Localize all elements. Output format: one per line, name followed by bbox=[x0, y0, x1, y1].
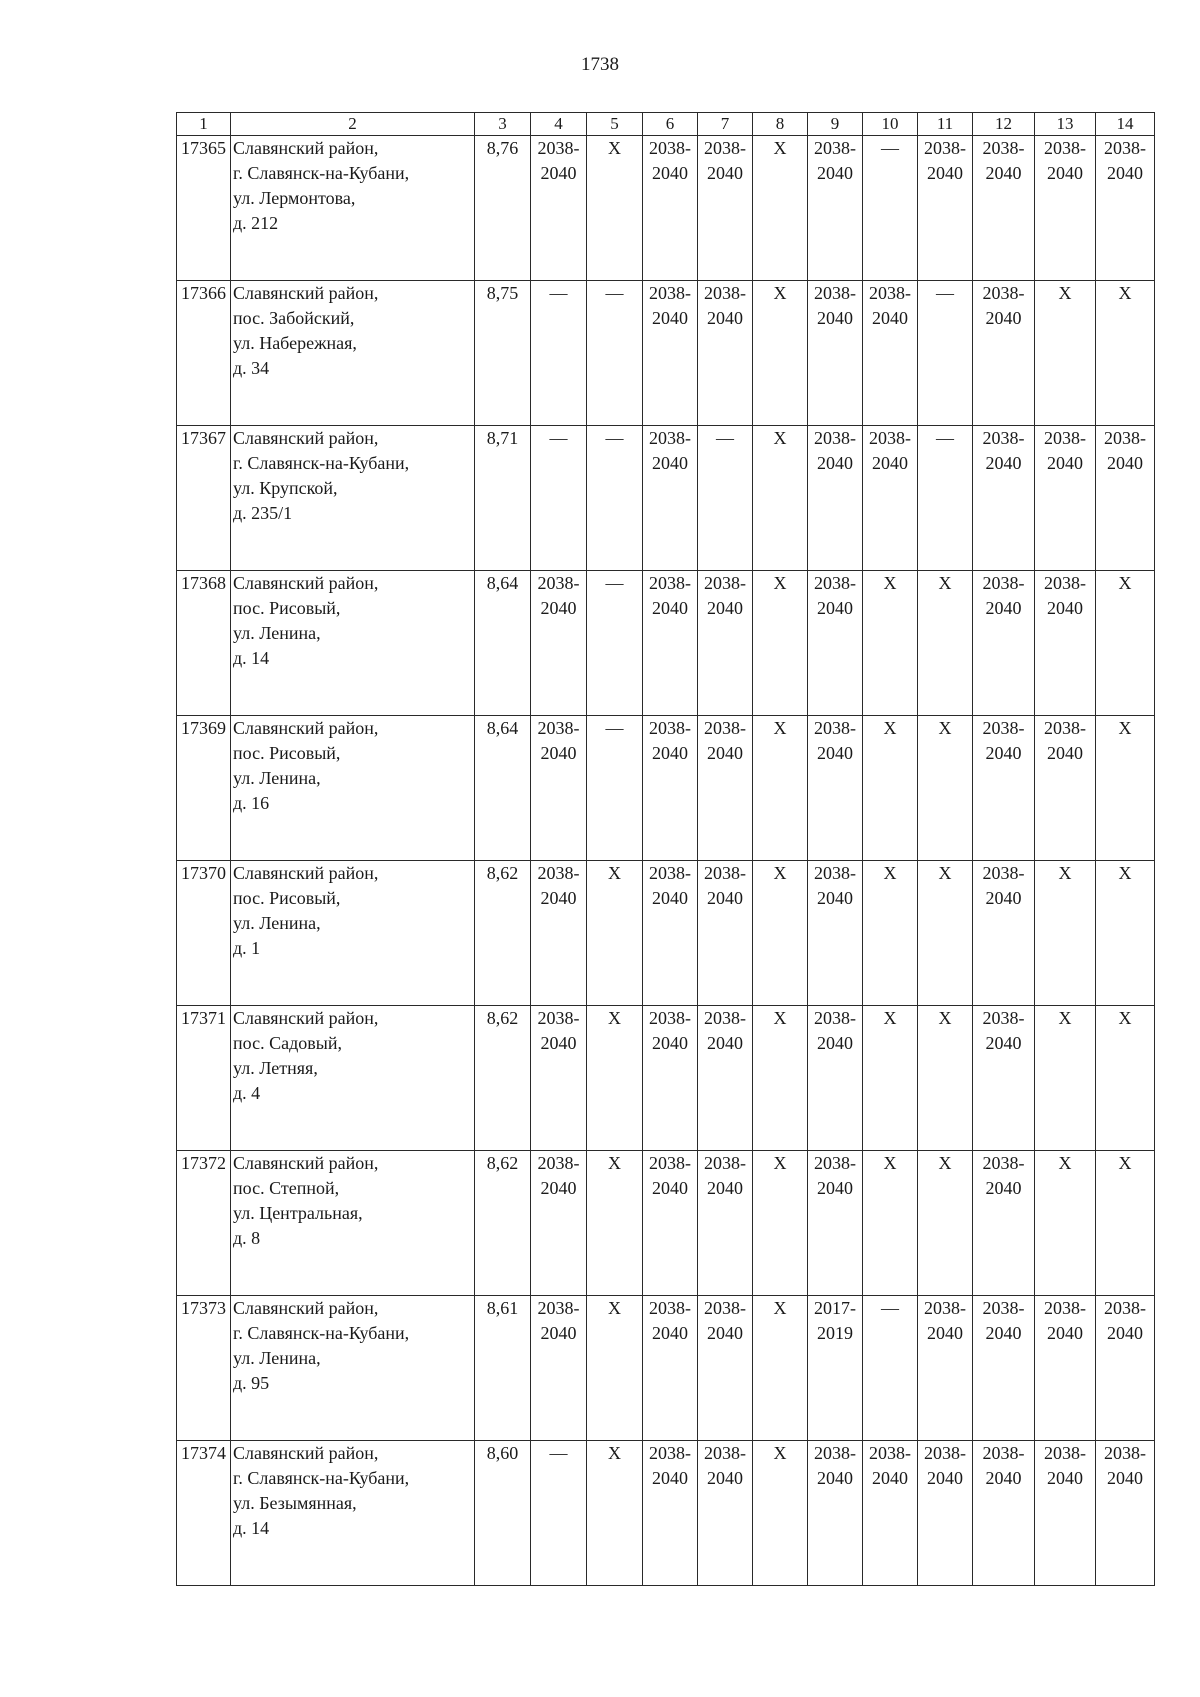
column-header-14: 14 bbox=[1096, 113, 1155, 136]
address-line: г. Славянск-на-Кубани, bbox=[233, 453, 410, 473]
value-cell-col-3: 8,64 bbox=[475, 571, 531, 716]
value-cell-col-11: X bbox=[918, 1006, 973, 1151]
address-line: д. 4 bbox=[233, 1083, 261, 1103]
value-cell-col-12: 2038- 2040 bbox=[973, 281, 1035, 426]
address-line: г. Славянск-на-Кубани, bbox=[233, 1323, 410, 1343]
value-cell-col-6: 2038- 2040 bbox=[643, 1441, 698, 1586]
value-cell-col-10: X bbox=[863, 716, 918, 861]
value-cell-col-7: 2038- 2040 bbox=[698, 1151, 753, 1296]
value-cell-col-9: 2038- 2040 bbox=[808, 571, 863, 716]
address-line: Славянский район, bbox=[233, 138, 379, 158]
column-header-11: 11 bbox=[918, 113, 973, 136]
value-cell-col-9: 2038- 2040 bbox=[808, 861, 863, 1006]
address-cell bbox=[231, 1006, 475, 1151]
column-header-7: 7 bbox=[698, 113, 753, 136]
value-cell-col-8: X bbox=[753, 1151, 808, 1296]
value-cell-col-13: 2038- 2040 bbox=[1035, 136, 1096, 281]
table-row bbox=[177, 1296, 1155, 1441]
column-header-12: 12 bbox=[973, 113, 1035, 136]
value-cell-col-3: 8,76 bbox=[475, 136, 531, 281]
value-cell-col-12: 2038- 2040 bbox=[973, 716, 1035, 861]
table-row bbox=[177, 136, 1155, 281]
value-cell-col-4: — bbox=[531, 1441, 587, 1586]
address-line: ул. Ленина, bbox=[233, 768, 321, 788]
column-header-2: 2 bbox=[231, 113, 475, 136]
value-cell-col-8: X bbox=[753, 1006, 808, 1151]
address-line: ул. Летняя, bbox=[233, 1058, 318, 1078]
address-line: ул. Набережная, bbox=[233, 333, 357, 353]
value-cell-col-13: X bbox=[1035, 861, 1096, 1006]
value-cell-col-3: 8,61 bbox=[475, 1296, 531, 1441]
header-row bbox=[177, 113, 1155, 136]
value-cell-col-4: 2038- 2040 bbox=[531, 571, 587, 716]
value-cell-col-6: 2038- 2040 bbox=[643, 716, 698, 861]
value-cell-col-4: 2038- 2040 bbox=[531, 1151, 587, 1296]
address-line: пос. Степной, bbox=[233, 1178, 340, 1198]
address-line: пос. Забойский, bbox=[233, 308, 355, 328]
value-cell-col-3: 8,75 bbox=[475, 281, 531, 426]
value-cell-col-8: X bbox=[753, 426, 808, 571]
column-header-3: 3 bbox=[475, 113, 531, 136]
table-row bbox=[177, 1441, 1155, 1586]
value-cell-col-3: 8,64 bbox=[475, 716, 531, 861]
value-cell-col-11: X bbox=[918, 571, 973, 716]
value-cell-col-13: 2038- 2040 bbox=[1035, 1441, 1096, 1586]
address-line: пос. Рисовый, bbox=[233, 888, 341, 908]
value-cell-col-9: 2038- 2040 bbox=[808, 1441, 863, 1586]
row-number: 17370 bbox=[177, 861, 231, 1006]
value-cell-col-7: 2038- 2040 bbox=[698, 136, 753, 281]
column-header-10: 10 bbox=[863, 113, 918, 136]
row-number: 17365 bbox=[177, 136, 231, 281]
address-line: ул. Ленина, bbox=[233, 623, 321, 643]
address-line: ул. Безымянная, bbox=[233, 1493, 357, 1513]
address-line: г. Славянск-на-Кубани, bbox=[233, 163, 410, 183]
value-cell-col-4: — bbox=[531, 281, 587, 426]
address-line: ул. Лермонтова, bbox=[233, 188, 356, 208]
value-cell-col-7: 2038- 2040 bbox=[698, 861, 753, 1006]
value-cell-col-4: — bbox=[531, 426, 587, 571]
value-cell-col-14: X bbox=[1096, 1006, 1155, 1151]
value-cell-col-7: 2038- 2040 bbox=[698, 1296, 753, 1441]
value-cell-col-11: X bbox=[918, 1151, 973, 1296]
address-line: д. 14 bbox=[233, 1518, 270, 1538]
value-cell-col-8: X bbox=[753, 281, 808, 426]
value-cell-col-13: X bbox=[1035, 1151, 1096, 1296]
value-cell-col-7: — bbox=[698, 426, 753, 571]
value-cell-col-12: 2038- 2040 bbox=[973, 1296, 1035, 1441]
address-line: Славянский район, bbox=[233, 283, 379, 303]
value-cell-col-5: X bbox=[587, 861, 643, 1006]
address-line: пос. Рисовый, bbox=[233, 598, 341, 618]
value-cell-col-9: 2038- 2040 bbox=[808, 136, 863, 281]
address-cell bbox=[231, 281, 475, 426]
value-cell-col-10: X bbox=[863, 1006, 918, 1151]
value-cell-col-14: X bbox=[1096, 716, 1155, 861]
value-cell-col-13: 2038- 2040 bbox=[1035, 426, 1096, 571]
table-row bbox=[177, 861, 1155, 1006]
value-cell-col-3: 8,62 bbox=[475, 1006, 531, 1151]
value-cell-col-10: 2038- 2040 bbox=[863, 426, 918, 571]
address-line: ул. Крупской, bbox=[233, 478, 338, 498]
address-line: д. 235/1 bbox=[233, 503, 293, 523]
address-line: Славянский район, bbox=[233, 1298, 379, 1318]
address-cell bbox=[231, 426, 475, 571]
value-cell-col-14: X bbox=[1096, 571, 1155, 716]
address-line: Славянский район, bbox=[233, 863, 379, 883]
row-number: 17372 bbox=[177, 1151, 231, 1296]
address-line: д. 1 bbox=[233, 938, 261, 958]
value-cell-col-14: 2038- 2040 bbox=[1096, 1441, 1155, 1586]
row-number: 17366 bbox=[177, 281, 231, 426]
address-line: Славянский район, bbox=[233, 1008, 379, 1028]
value-cell-col-12: 2038- 2040 bbox=[973, 426, 1035, 571]
row-number: 17373 bbox=[177, 1296, 231, 1441]
value-cell-col-6: 2038- 2040 bbox=[643, 1296, 698, 1441]
value-cell-col-3: 8,62 bbox=[475, 1151, 531, 1296]
value-cell-col-14: X bbox=[1096, 861, 1155, 1006]
value-cell-col-5: — bbox=[587, 426, 643, 571]
value-cell-col-6: 2038- 2040 bbox=[643, 426, 698, 571]
value-cell-col-12: 2038- 2040 bbox=[973, 1441, 1035, 1586]
row-number: 17371 bbox=[177, 1006, 231, 1151]
value-cell-col-5: X bbox=[587, 1006, 643, 1151]
address-line: Славянский район, bbox=[233, 718, 379, 738]
value-cell-col-12: 2038- 2040 bbox=[973, 571, 1035, 716]
address-cell bbox=[231, 1441, 475, 1586]
table-header bbox=[177, 113, 1155, 136]
value-cell-col-14: 2038- 2040 bbox=[1096, 426, 1155, 571]
value-cell-col-11: — bbox=[918, 281, 973, 426]
value-cell-col-6: 2038- 2040 bbox=[643, 571, 698, 716]
value-cell-col-11: 2038- 2040 bbox=[918, 1441, 973, 1586]
address-line: д. 8 bbox=[233, 1228, 261, 1248]
value-cell-col-4: 2038- 2040 bbox=[531, 136, 587, 281]
value-cell-col-7: 2038- 2040 bbox=[698, 1441, 753, 1586]
table-row bbox=[177, 281, 1155, 426]
column-header-13: 13 bbox=[1035, 113, 1096, 136]
table-body bbox=[177, 136, 1155, 1586]
value-cell-col-5: X bbox=[587, 136, 643, 281]
address-cell bbox=[231, 861, 475, 1006]
value-cell-col-10: X bbox=[863, 571, 918, 716]
value-cell-col-14: 2038- 2040 bbox=[1096, 136, 1155, 281]
address-cell bbox=[231, 716, 475, 861]
value-cell-col-11: — bbox=[918, 426, 973, 571]
value-cell-col-8: X bbox=[753, 1441, 808, 1586]
row-number: 17367 bbox=[177, 426, 231, 571]
value-cell-col-11: X bbox=[918, 861, 973, 1006]
value-cell-col-10: — bbox=[863, 1296, 918, 1441]
value-cell-col-11: 2038- 2040 bbox=[918, 136, 973, 281]
address-line: Славянский район, bbox=[233, 1153, 379, 1173]
column-header-9: 9 bbox=[808, 113, 863, 136]
table-row bbox=[177, 716, 1155, 861]
value-cell-col-8: X bbox=[753, 571, 808, 716]
value-cell-col-10: X bbox=[863, 861, 918, 1006]
value-cell-col-12: 2038- 2040 bbox=[973, 136, 1035, 281]
value-cell-col-10: X bbox=[863, 1151, 918, 1296]
address-line: д. 212 bbox=[233, 213, 279, 233]
value-cell-col-7: 2038- 2040 bbox=[698, 716, 753, 861]
value-cell-col-8: X bbox=[753, 136, 808, 281]
value-cell-col-14: X bbox=[1096, 281, 1155, 426]
address-line: д. 16 bbox=[233, 793, 270, 813]
value-cell-col-6: 2038- 2040 bbox=[643, 136, 698, 281]
value-cell-col-8: X bbox=[753, 1296, 808, 1441]
value-cell-col-4: 2038- 2040 bbox=[531, 1296, 587, 1441]
table-row bbox=[177, 1006, 1155, 1151]
address-line: Славянский район, bbox=[233, 1443, 379, 1463]
address-cell bbox=[231, 136, 475, 281]
value-cell-col-9: 2038- 2040 bbox=[808, 716, 863, 861]
table-row bbox=[177, 571, 1155, 716]
value-cell-col-6: 2038- 2040 bbox=[643, 1006, 698, 1151]
value-cell-col-14: X bbox=[1096, 1151, 1155, 1296]
address-line: ул. Центральная, bbox=[233, 1203, 363, 1223]
value-cell-col-7: 2038- 2040 bbox=[698, 1006, 753, 1151]
value-cell-col-5: — bbox=[587, 281, 643, 426]
value-cell-col-9: 2038- 2040 bbox=[808, 281, 863, 426]
value-cell-col-4: 2038- 2040 bbox=[531, 716, 587, 861]
address-line: Славянский район, bbox=[233, 428, 379, 448]
value-cell-col-13: X bbox=[1035, 281, 1096, 426]
value-cell-col-6: 2038- 2040 bbox=[643, 1151, 698, 1296]
table-row bbox=[177, 426, 1155, 571]
address-line: д. 14 bbox=[233, 648, 270, 668]
value-cell-col-7: 2038- 2040 bbox=[698, 281, 753, 426]
value-cell-col-10: — bbox=[863, 136, 918, 281]
value-cell-col-13: 2038- 2040 bbox=[1035, 1296, 1096, 1441]
value-cell-col-11: X bbox=[918, 716, 973, 861]
value-cell-col-5: X bbox=[587, 1441, 643, 1586]
row-number: 17374 bbox=[177, 1441, 231, 1586]
value-cell-col-8: X bbox=[753, 861, 808, 1006]
column-header-5: 5 bbox=[587, 113, 643, 136]
value-cell-col-6: 2038- 2040 bbox=[643, 861, 698, 1006]
value-cell-col-9: 2038- 2040 bbox=[808, 1006, 863, 1151]
value-cell-col-5: X bbox=[587, 1296, 643, 1441]
address-line: ул. Ленина, bbox=[233, 913, 321, 933]
address-line: пос. Садовый, bbox=[233, 1033, 342, 1053]
value-cell-col-12: 2038- 2040 bbox=[973, 861, 1035, 1006]
value-cell-col-4: 2038- 2040 bbox=[531, 1006, 587, 1151]
table-row bbox=[177, 1151, 1155, 1296]
address-cell bbox=[231, 1151, 475, 1296]
address-cell bbox=[231, 1296, 475, 1441]
row-number: 17369 bbox=[177, 716, 231, 861]
address-line: д. 34 bbox=[233, 358, 270, 378]
value-cell-col-13: 2038- 2040 bbox=[1035, 716, 1096, 861]
value-cell-col-5: — bbox=[587, 716, 643, 861]
column-header-1: 1 bbox=[177, 113, 231, 136]
value-cell-col-13: X bbox=[1035, 1006, 1096, 1151]
value-cell-col-3: 8,60 bbox=[475, 1441, 531, 1586]
value-cell-col-4: 2038- 2040 bbox=[531, 861, 587, 1006]
value-cell-col-11: 2038- 2040 bbox=[918, 1296, 973, 1441]
address-line: Славянский район, bbox=[233, 573, 379, 593]
column-header-8: 8 bbox=[753, 113, 808, 136]
address-line: г. Славянск-на-Кубани, bbox=[233, 1468, 410, 1488]
address-line: пос. Рисовый, bbox=[233, 743, 341, 763]
column-header-4: 4 bbox=[531, 113, 587, 136]
address-cell bbox=[231, 571, 475, 716]
value-cell-col-3: 8,62 bbox=[475, 861, 531, 1006]
value-cell-col-9: 2017- 2019 bbox=[808, 1296, 863, 1441]
value-cell-col-10: 2038- 2040 bbox=[863, 281, 918, 426]
address-line: ул. Ленина, bbox=[233, 1348, 321, 1368]
value-cell-col-12: 2038- 2040 bbox=[973, 1006, 1035, 1151]
value-cell-col-8: X bbox=[753, 716, 808, 861]
value-cell-col-14: 2038- 2040 bbox=[1096, 1296, 1155, 1441]
value-cell-col-7: 2038- 2040 bbox=[698, 571, 753, 716]
value-cell-col-13: 2038- 2040 bbox=[1035, 571, 1096, 716]
address-line: д. 95 bbox=[233, 1373, 270, 1393]
value-cell-col-5: X bbox=[587, 1151, 643, 1296]
column-header-6: 6 bbox=[643, 113, 698, 136]
value-cell-col-5: — bbox=[587, 571, 643, 716]
page-number: 1738 bbox=[581, 54, 619, 75]
value-cell-col-3: 8,71 bbox=[475, 426, 531, 571]
value-cell-col-9: 2038- 2040 bbox=[808, 426, 863, 571]
value-cell-col-6: 2038- 2040 bbox=[643, 281, 698, 426]
value-cell-col-10: 2038- 2040 bbox=[863, 1441, 918, 1586]
registry-table bbox=[176, 112, 1155, 1586]
value-cell-col-12: 2038- 2040 bbox=[973, 1151, 1035, 1296]
row-number: 17368 bbox=[177, 571, 231, 716]
value-cell-col-9: 2038- 2040 bbox=[808, 1151, 863, 1296]
